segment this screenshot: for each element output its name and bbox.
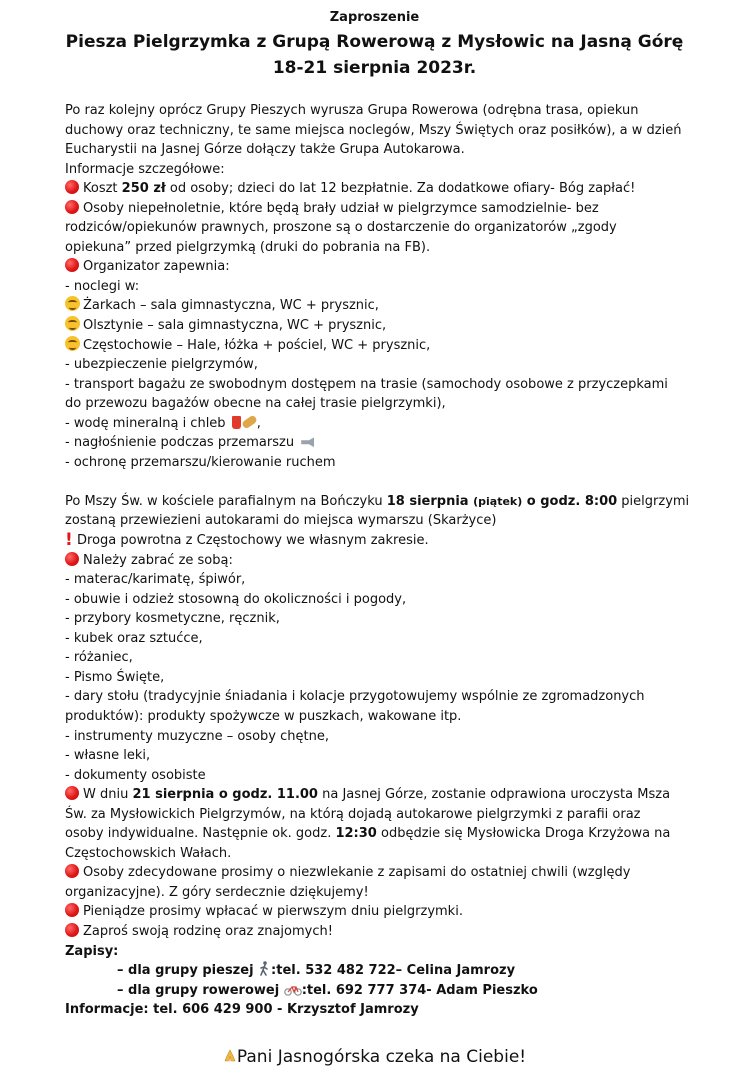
smiling-face-icon [65, 316, 80, 331]
invite-line: Zaproś swoją rodzinę oraz znajomych! [65, 922, 705, 942]
minors-line: rodziców/opiekunów prawnych, proszone są o dostarczenie do organizatorów „zgody [65, 220, 617, 236]
praying-hands-icon [223, 1049, 237, 1063]
list-item: - noclegi w: [65, 278, 140, 294]
red-circle-icon [65, 552, 79, 566]
mass-line: Częstochowskich Wałach. [65, 845, 232, 861]
cup-icon [232, 416, 241, 429]
list-item: do przewozu bagażów obecne na całej trasie pielgrzymki), [65, 396, 446, 412]
list-item: - materac/karimatę, śpiwór, [65, 572, 246, 588]
mass-line: osoby indywidualne. Następnie ok. godz. 12:30 odbędzie się Mysłowicka Droga Krzyżowa na [65, 826, 671, 842]
list-item: - instrumenty muzyczne – osoby chętne, [65, 728, 329, 744]
organizer-heading: Organizator zapewnia: [65, 257, 705, 277]
list-item: - przybory kosmetyczne, ręcznik, [65, 611, 280, 627]
contact-walking-group: – dla grupy pieszej :tel. 532 482 722– Celina Jamrozy [117, 963, 516, 979]
invitation-body [65, 101, 705, 1020]
bicycle-icon [284, 984, 302, 996]
bread-icon [241, 414, 258, 429]
pilgrimage-title: Piesza Pielgrzymka z Grupą Rowerową z Mysłowic na Jasną Górę [65, 32, 684, 52]
cost-amount: 250 zł [121, 181, 166, 197]
minors-line: opiekuna” przed pielgrzymką (druki do pobrania na FB). [65, 239, 431, 255]
details-heading: Informacje szczegółowe: [65, 161, 225, 177]
payment-line: Pieniądze prosimy wpłacać w pierwszym dniu pielgrzymki. [65, 902, 705, 922]
invitation-title: Zaproszenie [329, 10, 420, 25]
list-item: - ochronę przemarszu/kierowanie ruchem [65, 454, 336, 470]
list-item: - dokumenty osobiste [65, 767, 206, 783]
lodging-place: Żarkach – sala gimnastyczna, WC + prysznic, [65, 296, 705, 316]
list-item: - transport bagażu ze swobodnym dostępem na trasie (samochody osobowe z przyczepkami [65, 376, 668, 392]
list-item: - własne leki, [65, 748, 151, 764]
signup-request-line: organizacyjne). Z góry serdecznie dziękujemy! [65, 884, 369, 900]
smiling-face-icon [65, 296, 80, 311]
list-item: - Pismo Święte, [65, 669, 165, 685]
bring-heading: Należy zabrać ze sobą: [65, 551, 705, 571]
intro-line: duchowy oraz techniczny, te same miejsca noclegów, Mszy Świętych oraz posiłków), a w dzień [65, 122, 682, 138]
contact-info: Informacje: tel. 606 429 900 - Krzysztof Jamrozy [65, 1002, 419, 1018]
list-item: - kubek oraz sztućce, [65, 630, 203, 646]
return-line: ! Droga powrotna z Częstochowy we własnym zakresie. [65, 530, 429, 551]
list-item: produktów): produkty spożywcze w puszkach, wakowane itp. [65, 708, 462, 724]
smiling-face-icon [65, 336, 80, 351]
minors-line: Osoby niepełnoletnie, które będą brały udział w pielgrzymce samodzielnie- bez [65, 199, 705, 219]
departure-line: Po Mszy Św. w kościele parafialnym na Bończyku 18 sierpnia (piątek) o godz. 8:00 pielgrzymi [65, 493, 690, 509]
cost-line: Koszt 250 zł od osoby; dzieci do lat 12 bezpłatnie. Za dodatkowe ofiary- Bóg zapłać! [65, 179, 705, 199]
red-circle-icon [65, 864, 79, 878]
departure-line: zostaną przewiezieni autokarami do miejsca wymarszu (Skarżyce) [65, 513, 497, 529]
list-item: - nagłośnienie podczas przemarszu [65, 433, 705, 453]
red-circle-icon [65, 923, 79, 937]
closing-line: Pani Jasnogórska czeka na Ciebie! [0, 1047, 749, 1067]
signup-request-line: Osoby zdecydowane prosimy o niezwlekanie z zapisami do ostatniej chwili (względy [65, 863, 705, 883]
red-circle-icon [65, 200, 79, 214]
list-item: - różaniec, [65, 650, 133, 666]
contacts-heading: Zapisy: [65, 943, 119, 959]
walking-person-icon [258, 961, 271, 976]
red-circle-icon [65, 258, 79, 272]
list-item: - dary stołu (tradycyjnie śniadania i kolacje przygotowujemy wspólnie ze zgromadzonych [65, 689, 645, 705]
list-item: - obuwie i odzież stosowną do okoliczności i pogody, [65, 591, 407, 607]
list-item: - ubezpieczenie pielgrzymów, [65, 357, 258, 373]
red-circle-icon [65, 180, 79, 194]
red-circle-icon [65, 786, 79, 800]
contact-bike-group: – dla grupy rowerowej :tel. 692 777 374- Adam Pieszko [117, 982, 538, 998]
exclamation-icon: ! [65, 530, 73, 551]
list-item: - wodę mineralną i chleb , [65, 415, 261, 431]
intro-line: Eucharystii na Jasnej Górze dołączy także Grupa Autokarowa. [65, 142, 465, 158]
lodging-place: Olsztynie – sala gimnastyczna, WC + prysznic, [65, 316, 705, 336]
pilgrimage-dates: 18-21 sierpnia 2023r. [272, 58, 477, 78]
lodging-place: Częstochowie – Hale, łóżka + pościel, WC + prysznic, [65, 336, 705, 356]
megaphone-icon [301, 437, 314, 447]
mass-line: W dniu 21 sierpnia o godz. 11.00 na Jasnej Górze, zostanie odprawiona uroczysta Msza [65, 785, 705, 805]
red-circle-icon [65, 903, 79, 917]
spacer [65, 472, 705, 492]
intro-line: Po raz kolejny oprócz Grupy Pieszych wyrusza Grupa Rowerowa (odrębna trasa, opiekun [65, 103, 639, 118]
mass-line: Św. za Mysłowickich Pielgrzymów, na którą dojadą autokarowe pielgrzymki z parafii oraz [65, 806, 641, 822]
